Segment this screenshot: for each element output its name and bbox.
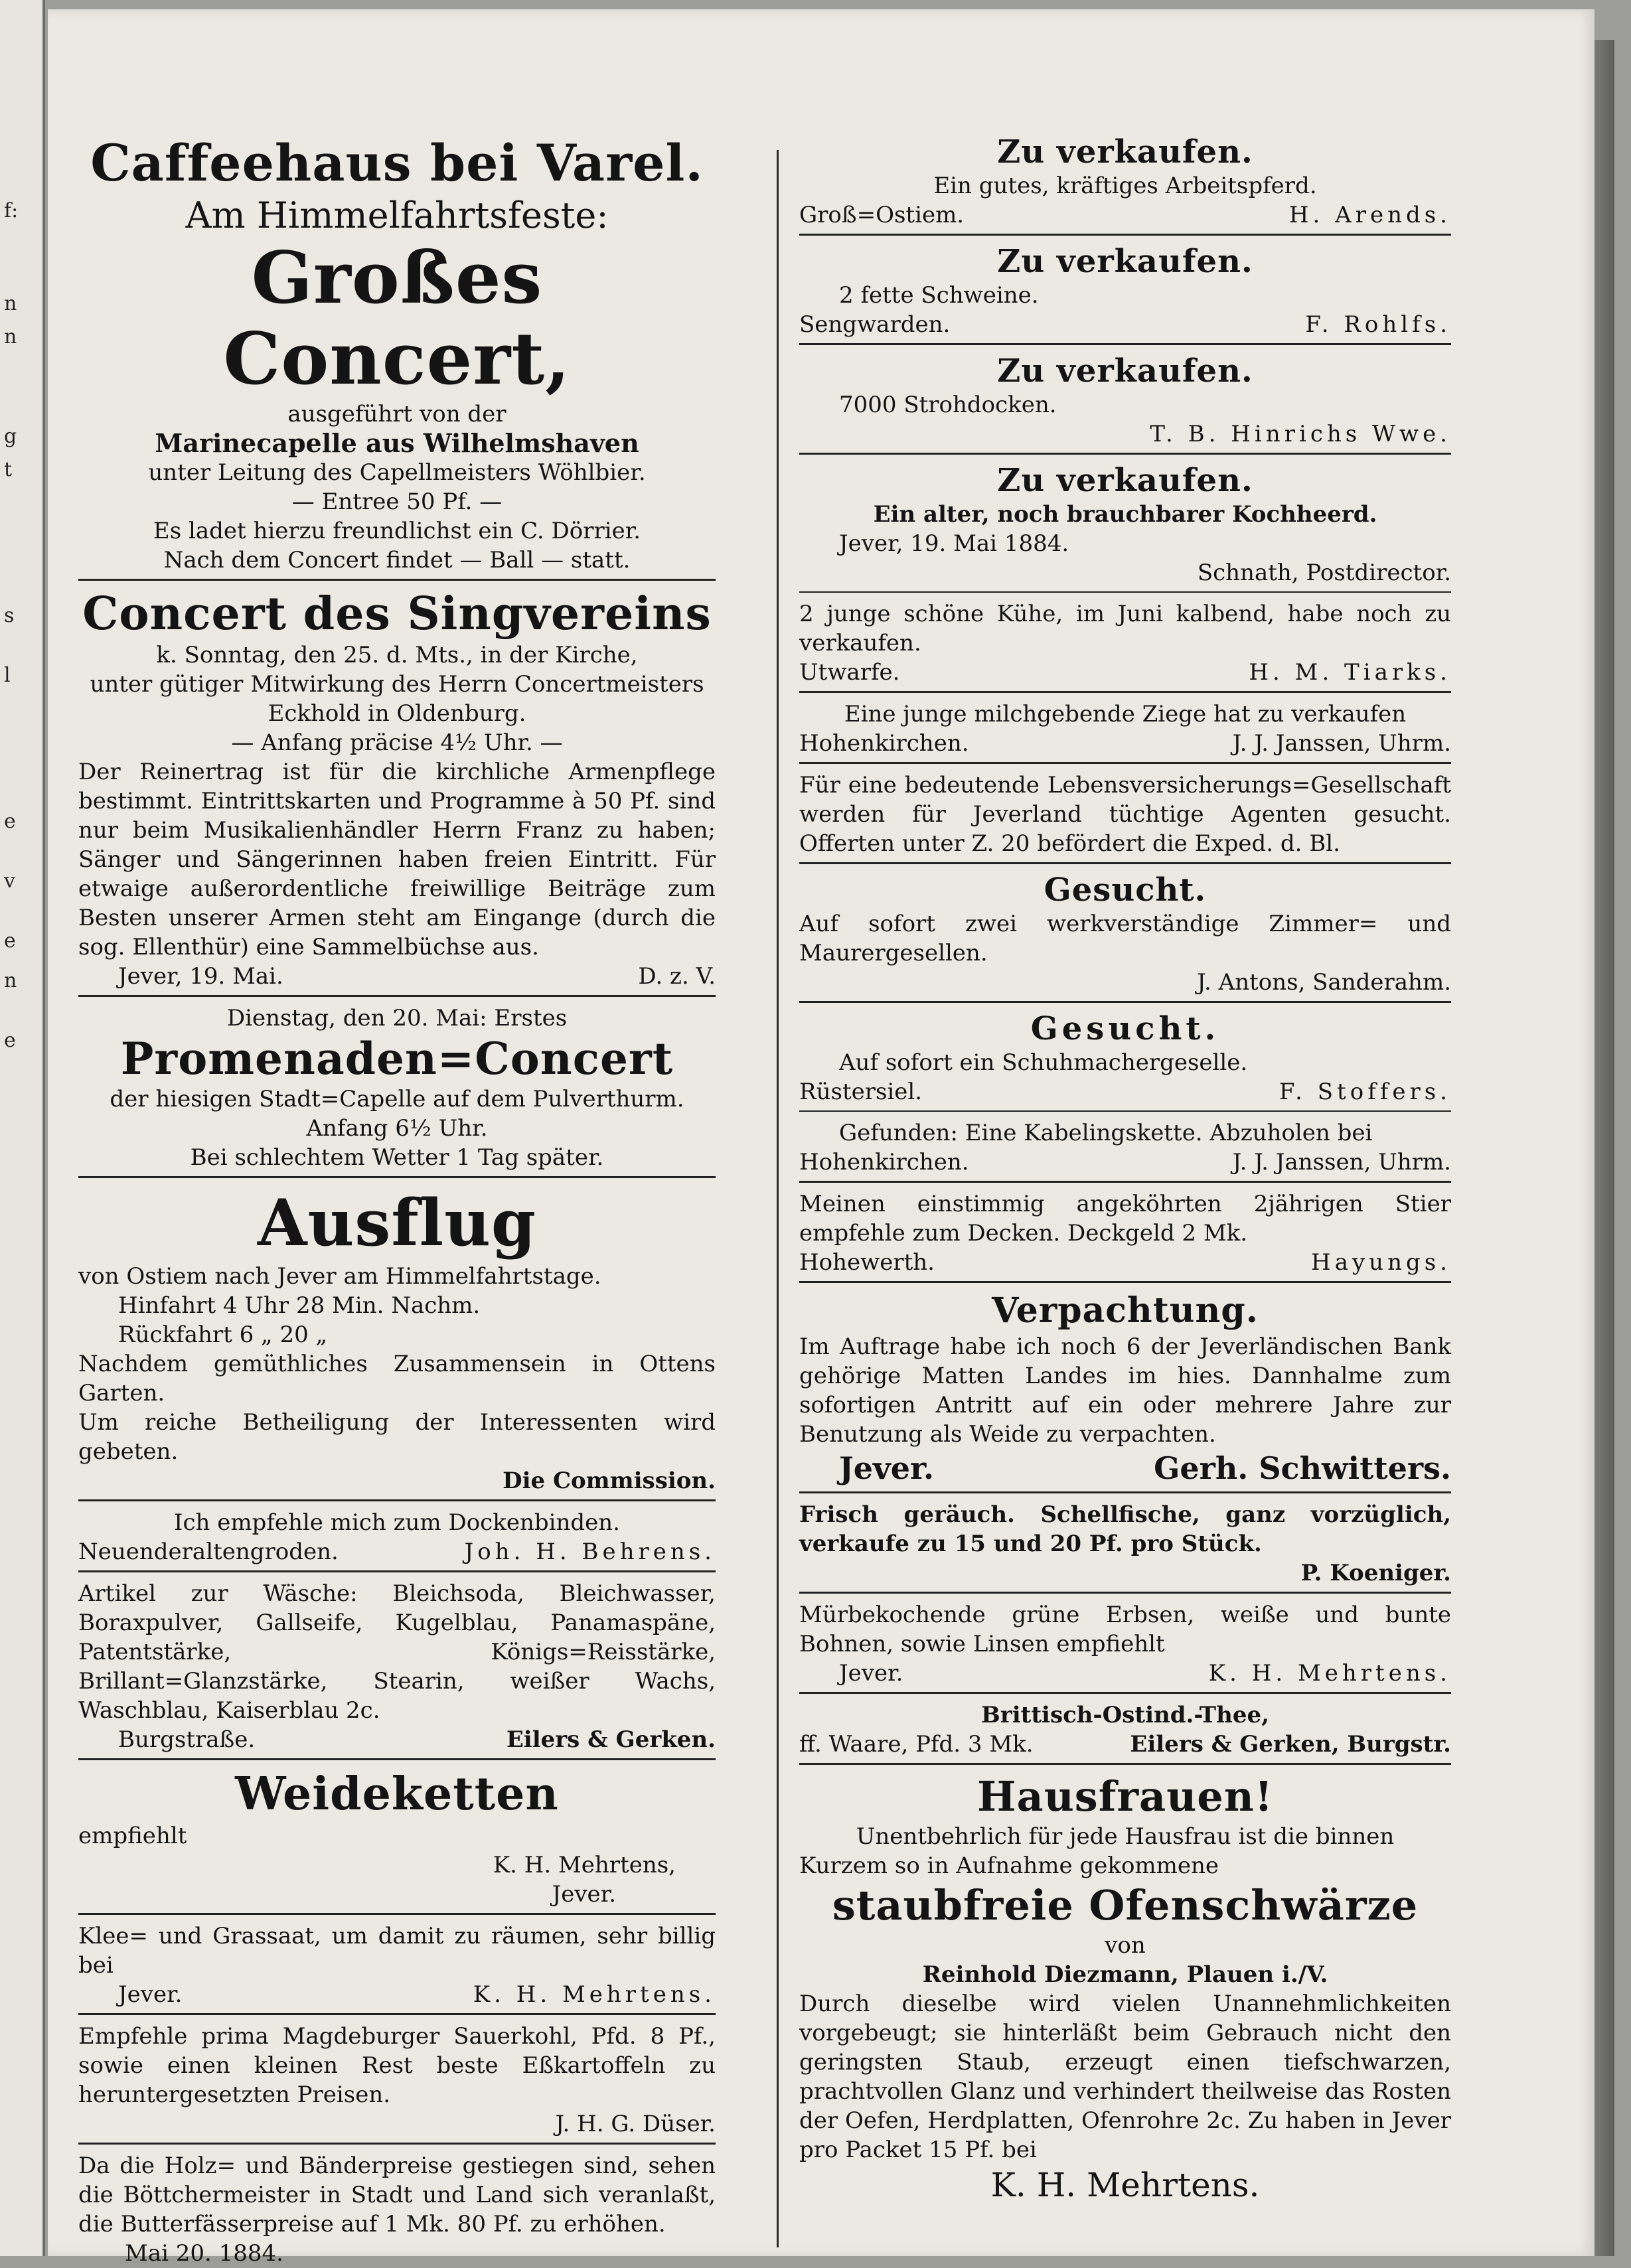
ad-hausfrauen [799,1772,1451,2206]
margin-fragment: e [4,810,16,833]
ad-verkaufen-3 [799,352,1451,449]
ad-body: Mürbekochende grüne Erbsen, weiße und bunte Bohnen, sowie Linsen empfiehlt [799,1602,1451,1657]
ad-body: Artikel zur Wäsche: Bleichsoda, Bleichwasser, Boraxpulver, Gallseife, Kugelblau, Panamaspäne, Patentstärke, Königs=Reisstärke, Brillant=Glanzstärke, Stearin, weißer Wachs, Waschblau, Kaiserblau 2c. [78,1580,716,1724]
ad-waesche [78,1579,716,1754]
ad-body: Auf sofort zwei werkverständige Zimmer= und Maurergesellen. [799,911,1451,966]
ad-separator [78,1176,716,1178]
margin-fragment: n [4,969,17,992]
ad-body: Frisch geräuch. Schellfische, ganz vorzüglich, verkaufe zu 15 und 20 Pf. pro Stück. [799,1501,1451,1557]
margin-fragment: e [4,929,16,952]
ad-line: Eine junge milchgebende Ziege hat zu verkaufen [844,701,1407,727]
ad-title: Gesucht. [1044,871,1207,909]
ad-line: Rückfahrt 6 „ 20 „ [118,1322,328,1348]
ad-sign-right: F. Stoffers. [1279,1079,1451,1105]
ad-body: Da die Holz= und Bänderpreise gestiegen sind, sehen die Böttchermeister in Stadt und Land sich veranlaßt, die Butterfässerpreise auf 1 Mk. 80 Pf. zu erhöhen. [78,2153,716,2237]
ad-sign-right: K. H. Mehrtens. [1208,1660,1451,1687]
ad-signature [799,1148,1451,1177]
ad-separator [78,2013,716,2015]
ad-separator [799,453,1451,455]
ad-signature: J. Antons, Sanderahm. [1197,969,1451,996]
ad-verkaufen-4 [799,461,1451,587]
ad-separator [799,862,1451,864]
ad-title: Promenaden=Concert [120,1033,674,1085]
ad-sign-left: Jever. [839,1660,903,1687]
ad-line: — Anfang präcise 4½ Uhr. — [231,729,563,756]
ad-separator [799,1692,1451,1694]
ad-product: staubfreie Ofenschwärze [832,1881,1419,1929]
page-edge-shadow [1594,40,1614,2256]
ad-line: von [1105,1932,1146,1959]
ad-separator [799,1763,1451,1765]
ad-sign-left: Groß=Ostiem. [799,202,965,228]
left-column [78,133,716,2268]
ad-signature: Jever. [552,1881,616,1908]
ad-title: Verpachtung. [992,1290,1259,1331]
ad-signature [799,1659,1451,1688]
ad-title: Weideketten [235,1768,559,1821]
margin-fragment: g [4,425,17,448]
ad-line: unter gütiger Mitwirkung des Herrn Concertmeisters [90,671,704,698]
ad-signature [799,310,1451,339]
ad-sign-left: ff. Waare, Pfd. 3 Mk. [799,1731,1034,1758]
ad-signature [799,1730,1451,1759]
ad-body: Klee= und Grassaat, um damit zu räumen, sehr billig bei [78,1923,716,1979]
ad-line: Ein alter, noch brauchbarer Kochheerd. [873,501,1377,528]
ad-line: Brittisch-Ostind.-Thee, [981,1702,1269,1728]
ad-signature [799,1449,1451,1487]
ad-signature: Schnath, Postdirector. [1197,560,1451,586]
ad-erbsen [799,1600,1451,1688]
ad-separator [78,995,716,997]
ad-body: Meinen einstimmig angeköhrten 2jährigen Stier empfehle zum Decken. Deckgeld 2 Mk. [799,1191,1451,1247]
previous-page-edge [0,0,45,2256]
ad-signature [799,1248,1451,1277]
ad-verpachtung [799,1290,1451,1487]
ad-thee [799,1701,1451,1759]
ad-signature [799,729,1451,758]
ad-ausflug [78,1185,716,1495]
ad-separator [78,1758,716,1760]
ad-line: empfiehlt [78,1823,187,1849]
ad-title: Zu verkaufen. [997,133,1253,171]
ad-sign-left: Jever. [839,1450,935,1486]
ad-line: Marinecapelle aus Wilhelmshaven [155,428,639,458]
ad-boettcher [78,2151,716,2268]
ad-weideketten [78,1767,716,1909]
ad-line: der hiesigen Stadt=Capelle auf dem Pulverthurm. [110,1086,684,1112]
ad-separator [78,2143,716,2145]
ad-signature [799,200,1451,230]
ad-sign-left: Jever, 19. Mai. [118,963,283,990]
ad-sign-right: F. Rohlfs. [1305,311,1451,338]
ad-agenten [799,771,1451,858]
ad-subtitle: Am Himmelfahrtsfeste: [185,194,609,236]
ad-line: 7000 Strohdocken. [839,392,1057,418]
ad-line: Eckhold in Oldenburg. [268,700,526,727]
ad-verkaufen-1 [799,133,1451,230]
ad-signature: K. H. Mehrtens. [990,2166,1260,2204]
column-divider [777,150,779,2247]
ad-line: Reinhold Diezmann, Plauen i./V. [922,1961,1328,1988]
ad-sauerkohl [78,2022,716,2139]
ad-title: Concert des Singvereins [82,587,712,641]
margin-fragment: n [4,292,17,315]
ad-date: Mai 20. 1884. [125,2240,283,2267]
ad-stier [799,1189,1451,1277]
ad-signature [799,658,1451,687]
ad-caffeehaus [78,133,716,575]
ad-headline: Großes Concert, [223,236,571,401]
ad-title: Ausflug [257,1185,536,1260]
ad-line: Ein gutes, kräftiges Arbeitspferd. [933,173,1317,199]
ad-schellfische [799,1500,1451,1588]
margin-fragment: v [4,869,15,893]
ad-singverein [78,587,716,991]
ad-separator [799,1281,1451,1283]
margin-fragment: l [4,664,11,687]
ad-line: — Entree 50 Pf. — [291,489,503,515]
ad-separator [799,591,1451,593]
ad-line: Ich empfehle mich zum Dockenbinden. [174,1509,620,1536]
ad-title: Gesucht. [1030,1010,1220,1047]
ad-line: Nach dem Concert findet — Ball — statt. [163,547,631,573]
ad-line: unter Leitung des Capellmeisters Wöhlbier. [148,459,646,486]
ad-signature: P. Koeniger. [1300,1560,1451,1586]
ad-signature: T. B. Hinrichs Wwe. [1150,421,1451,447]
ad-separator [799,1592,1451,1594]
ad-sign-right: H. M. Tiarks. [1249,659,1451,686]
ad-line: Anfang 6½ Uhr. [306,1115,488,1142]
ad-sign-left: Hohewerth. [799,1249,935,1276]
ad-line: Bei schlechtem Wetter 1 Tag später. [190,1144,604,1171]
ad-body: Im Auftrage habe ich noch 6 der Jeverländischen Bank gehörige Matten Landes im hies. Dannhalme zum sofortigen Antritt auf ein oder mehrere Jahre zur Benutzung als Weide zu verpachten. [799,1333,1451,1448]
ad-ziege [799,700,1451,758]
ad-gefunden [799,1118,1451,1177]
ad-line: Auf sofort ein Schuhmachergeselle. [839,1049,1248,1076]
ad-signature [78,1980,716,2009]
ad-klee [78,1922,716,2009]
ad-signature [78,1725,716,1754]
ad-sign-left: Burgstraße. [118,1726,256,1753]
ad-signature: K. H. Mehrtens, [493,1852,676,1878]
ad-separator [799,1491,1451,1493]
ad-separator [78,579,716,581]
ad-line: Unentbehrlich für jede Hausfrau ist die binnen [856,1823,1395,1850]
ad-signature: Die Commission. [503,1468,716,1494]
ad-separator [799,234,1451,236]
ad-sign-left: Neuenderaltengroden. [78,1539,339,1565]
ad-title: Zu verkaufen. [997,243,1253,280]
ad-line: Kurzem so in Aufnahme gekommene [799,1852,1219,1879]
margin-fragment: t [4,458,13,481]
ad-body: Um reiche Betheiligung der Interessenten wird gebeten. [78,1409,716,1465]
ad-line: Hinfahrt 4 Uhr 28 Min. Nachm. [118,1292,481,1319]
ad-sign-left: Hohenkirchen. [799,730,969,757]
ad-sign-right: J. J. Janssen, Uhrm. [1232,1149,1451,1175]
ad-body: 2 junge schöne Kühe, im Juni kalbend, habe noch zu verkaufen. [799,601,1451,656]
ad-separator [78,1913,716,1915]
ad-sign-right: K. H. Mehrtens. [473,1981,716,2008]
ad-separator [799,1001,1451,1003]
margin-fragment: e [4,1029,16,1052]
ad-line: Gefunden: Eine Kabelingskette. Abzuholen bei [839,1120,1373,1146]
ad-body: Für eine bedeutende Lebensversicherungs=Gesellschaft werden für Jeverland tüchtige Agenten gesucht. Offerten unter Z. 20 befördert die Exped. d. Bl. [799,772,1451,857]
right-column [799,133,1451,2206]
ad-separator [799,1181,1451,1183]
ad-line: Jever, 19. Mai 1884. [839,530,1069,557]
ad-gesucht-1 [799,871,1451,997]
ad-gesucht-2 [799,1010,1451,1106]
ad-title: Caffeehaus bei Varel. [90,133,704,192]
ad-sign-right: J. J. Janssen, Uhrm. [1232,730,1451,757]
ad-title: Zu verkaufen. [997,352,1253,390]
ad-sign-left: Jever. [118,1981,183,2008]
ad-separator [78,1499,716,1501]
margin-fragment: n [4,325,17,348]
ad-signature [78,1537,716,1566]
ad-signature: J. H. G. Düser. [555,2111,716,2137]
ad-line: 2 fette Schweine. [839,282,1039,309]
ad-title: Hausfrauen! [976,1772,1274,1821]
ad-sign-left: Sengwarden. [799,311,951,338]
ad-title: Zu verkaufen. [997,462,1253,499]
ad-sign-left: Rüstersiel. [799,1079,923,1105]
margin-fragment: f: [4,199,19,222]
ad-sign-right: D. z. V. [638,963,716,990]
ad-sign-right: H. Arends. [1288,202,1451,228]
ad-sign-right: Hayungs. [1311,1249,1451,1276]
ad-body: Durch dieselbe wird vielen Unannehmlichkeiten vorgebeugt; sie hinterläßt beim Gebrauch nicht den geringsten Staub, erzeugt einen tiefschwarzen, prachtvollen Glanz und verhindert theilweise das Rosten der Oefen, Herdplatten, Ofenrohre 2c. Zu haben in Jever pro Packet 15 Pf. bei [799,1991,1451,2163]
ad-separator [799,762,1451,764]
ad-sign-left: Utwarfe. [799,659,900,686]
ad-signature [799,1077,1451,1106]
ad-sign-left: Hohenkirchen. [799,1149,969,1175]
ad-line: ausgeführt von der [287,401,506,427]
ad-line: k. Sonntag, den 25. d. Mts., in der Kirche, [156,642,638,668]
ad-line: von Ostiem nach Jever am Himmelfahrtstage. [78,1263,601,1290]
ad-separator [799,343,1451,345]
ad-sign-right: Joh. H. Behrens. [464,1539,716,1565]
ad-sign-right: Gerh. Schwitters. [1154,1450,1451,1486]
ad-body: Empfehle prima Magdeburger Sauerkohl, Pfd. 8 Pf., sowie einen kleinen Rest beste Eßkartoffeln zu heruntergesetzten Preisen. [78,2023,716,2108]
ad-promenade [78,1004,716,1172]
ad-body: Nachdem gemüthliches Zusammensein in Ottens Garten. [78,1351,716,1406]
ad-behrens [78,1508,716,1566]
ad-sign-right: Eilers & Gerken. [506,1726,716,1753]
ad-separator [78,1570,716,1572]
ad-kuehe [799,599,1451,687]
ad-line: Dienstag, den 20. Mai: Erstes [226,1005,568,1031]
ad-body: Der Reinertrag ist für die kirchliche Armenpflege bestimmt. Eintrittskarten und Programme à 50 Pf. sind nur beim Musikalienhändler Herrn Franz zu haben; Sänger und Sängerinnen haben freien Eintritt. Für etwaige außerordentliche freiwillige Beiträge zum Besten unserer Armen steht am Eingange (durch die sog. Ellenthür) eine Sammelbüchse aus. [78,759,716,960]
ad-separator [799,691,1451,693]
ad-sign-right: Eilers & Gerken, Burgstr. [1130,1731,1451,1758]
ad-verkaufen-2 [799,242,1451,339]
margin-fragment: s [4,604,15,627]
ad-line: Es ladet hierzu freundlichst ein C. Dörrier. [153,518,641,544]
ad-signature [78,962,716,991]
ad-separator [799,1110,1451,1112]
